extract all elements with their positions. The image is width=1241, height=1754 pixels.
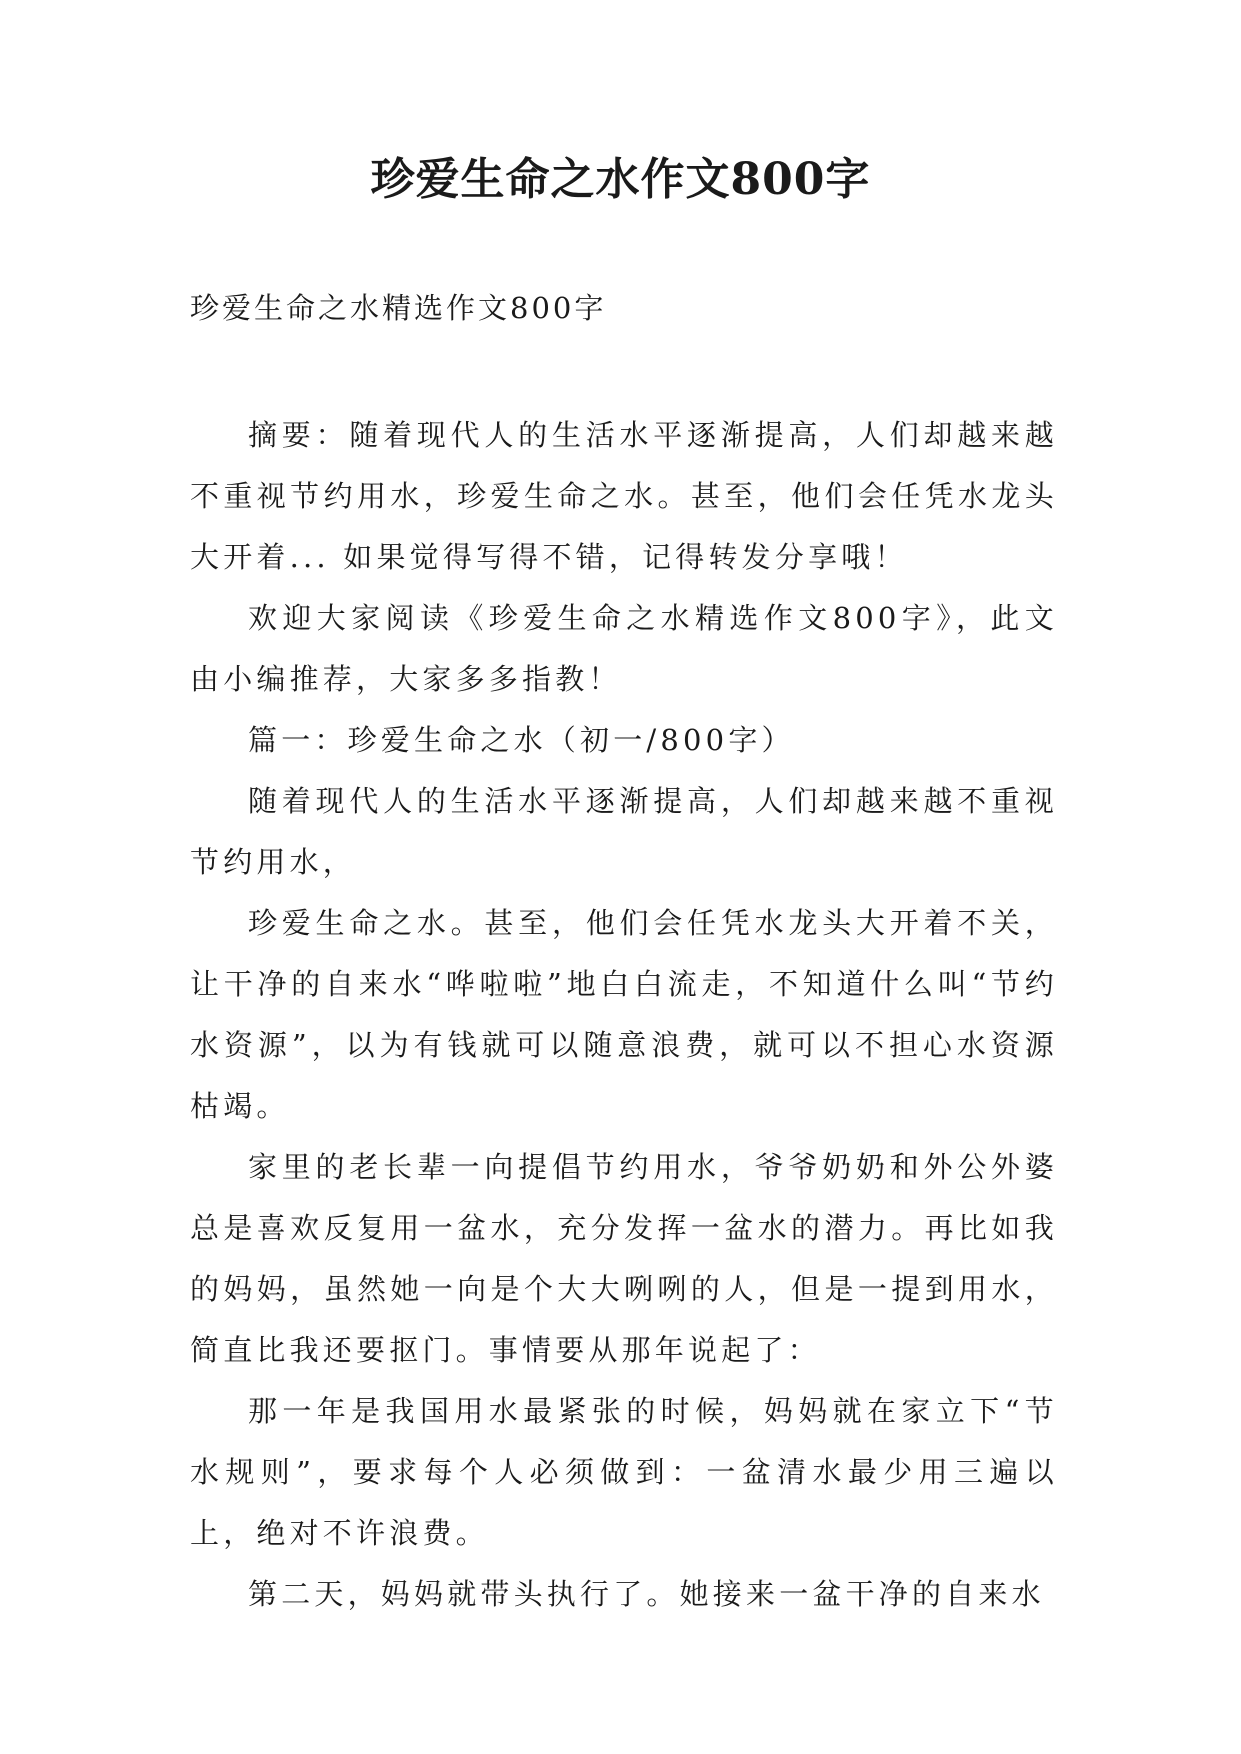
paragraph: 第二天，妈妈就带头执行了。她接来一盆干净的自来水 [248,1577,1045,1611]
paragraph: 篇一：珍爱生命之水（初一/800字） [248,723,795,757]
document-body [190,405,1058,1625]
paragraph: 珍爱生命之水。甚至，他们会任凭水龙头大开着不关，让干净的自来水“哗啦啦”地白白流走，不知道什么叫“节约水资源”，以为有钱就可以随意浪费，就可以不担心水资源枯竭。 [190,906,1058,1123]
paragraph: 家里的老长辈一向提倡节约用水，爷爷奶奶和外公外婆总是喜欢反复用一盆水，充分发挥一盆水的潜力。再比如我的妈妈，虽然她一向是个大大咧咧的人，但是一提到用水，简直比我还要抠门。事情要从那年说起了： [190,1150,1058,1367]
paragraph: 欢迎大家阅读《珍爱生命之水精选作文800字》，此文由小编推荐，大家多多指教！ [190,601,1058,696]
paragraph: 那一年是我国用水最紧张的时候，妈妈就在家立下“节水规则”，要求每个人必须做到：一盆清水最少用三遍以上，绝对不许浪费。 [190,1394,1058,1550]
paragraph: 随着现代人的生活水平逐渐提高，人们却越来越不重视节约用水， [190,784,1058,879]
document-title: 珍爱生命之水作文800字 [370,154,871,205]
paragraph: 摘要：随着现代人的生活水平逐渐提高，人们却越来越不重视节约用水，珍爱生命之水。甚至，他们会任凭水龙头大开着... 如果觉得写得不错，记得转发分享哦！ [190,418,1058,574]
document-subtitle: 珍爱生命之水精选作文800字 [190,291,607,325]
